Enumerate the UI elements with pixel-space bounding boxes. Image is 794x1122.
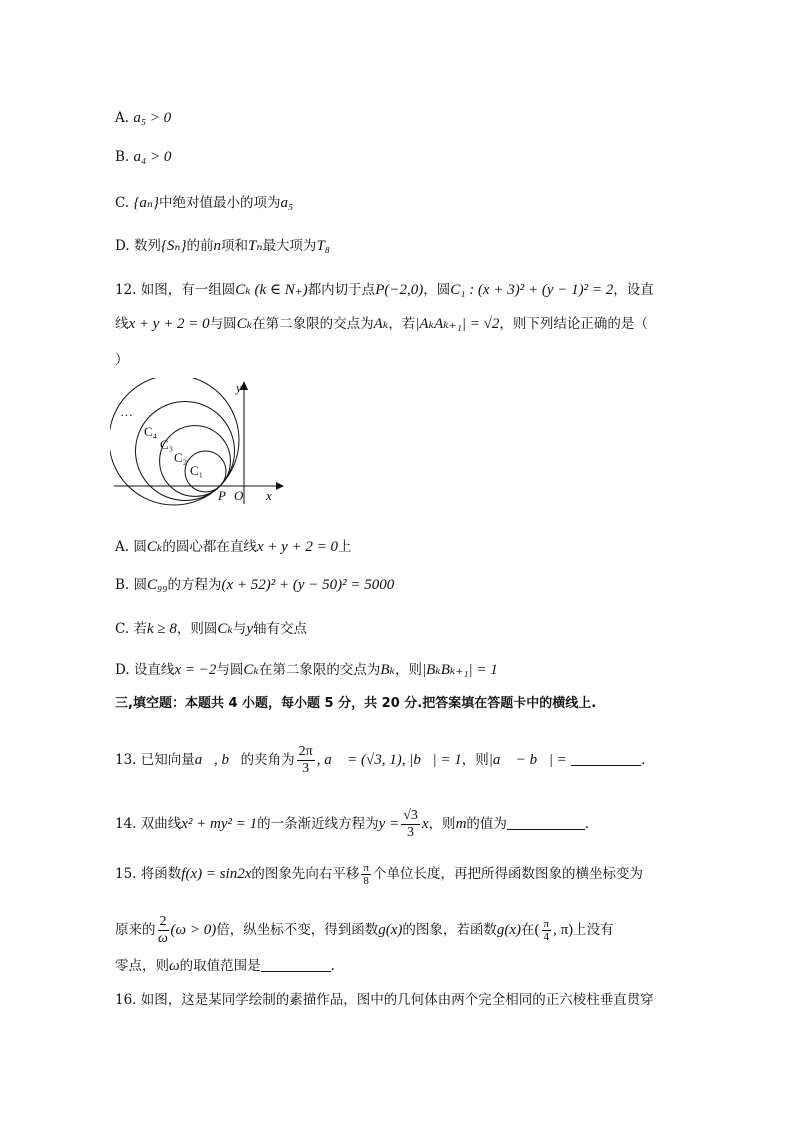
math-expr: y = — [378, 816, 400, 832]
option-text: 的前 — [186, 238, 214, 254]
numerator: 2 — [159, 914, 167, 929]
x-axis-label: x — [266, 488, 272, 503]
math-expr: C₉₉ — [147, 577, 168, 593]
fraction — [158, 914, 169, 947]
q16 — [115, 990, 654, 1010]
math-expr: , a⃗ = (√3, 1), |b⃗| = 1 — [316, 752, 462, 768]
q14 — [115, 808, 589, 841]
math-expr: x + y + 2 = 0 — [128, 316, 210, 332]
ellipsis-label: … — [120, 404, 133, 419]
option-text: 轴有交点 — [252, 621, 307, 637]
math-expr: a₅ > 0 — [133, 110, 172, 126]
fraction — [542, 918, 552, 943]
math-expr: a⃗, b⃗ — [194, 752, 241, 768]
stem-text: 都内切于点 — [307, 282, 376, 298]
stem-text: 在 — [521, 922, 535, 938]
fraction — [401, 808, 420, 841]
q13 — [115, 744, 645, 777]
option-text: 在第二象限的交点为 — [258, 662, 381, 678]
denominator: 3 — [302, 761, 310, 776]
stem-text: 的值为 — [466, 816, 507, 832]
stem-text: 倍，纵坐标不变，得到函数 — [216, 922, 379, 938]
option-label: A. — [115, 539, 130, 555]
q12-option-d — [115, 660, 498, 680]
math-expr: a₅ — [280, 195, 294, 211]
math-expr: Bₖ — [380, 662, 395, 678]
math-expr: a₄ > 0 — [133, 149, 172, 165]
stem-text: 的取值范围是 — [179, 958, 261, 974]
stem-text: ，则 — [461, 752, 489, 768]
math-expr: Cₖ (k ∈ N₊) — [235, 282, 308, 298]
x-axis-arrow — [276, 482, 284, 490]
math-expr: ( — [534, 922, 540, 938]
denominator: ω — [158, 931, 168, 946]
q15-line1 — [115, 862, 643, 887]
option-text: 圆 — [133, 577, 148, 593]
option-text: ，则圆 — [176, 621, 218, 637]
math-expr: k ≥ 8 — [146, 621, 177, 637]
fraction — [297, 744, 315, 777]
math-expr: Cₖ — [236, 316, 253, 332]
option-label: C. — [115, 195, 130, 211]
option-text: 的方程为 — [167, 577, 222, 593]
question-number: 12. — [115, 282, 137, 298]
numerator: π — [363, 862, 369, 874]
stem-text: 在第二象限的交点为 — [252, 316, 374, 332]
q15-line2 — [115, 914, 614, 947]
math-expr: C₁ : (x + 3)² + (y − 1)² = 2 — [450, 282, 614, 298]
q12-option-c — [115, 619, 307, 639]
fraction — [361, 862, 371, 887]
math-expr: |AₖAₖ₊₁| = √2 — [415, 316, 500, 332]
stem-text: . — [330, 958, 335, 974]
denominator: 8 — [363, 875, 369, 887]
q11-option-c — [115, 193, 293, 213]
math-expr: Aₖ — [373, 316, 389, 332]
circles-figure — [110, 378, 290, 508]
q11-option-a — [115, 108, 171, 128]
math-expr: g(x) — [378, 922, 403, 938]
origin-label: O — [234, 488, 244, 503]
label-c4: C₄ — [144, 424, 158, 439]
option-label: D. — [115, 238, 130, 254]
math-expr: x + y + 2 = 0 — [256, 539, 339, 555]
option-text: 最大项为 — [262, 238, 317, 254]
stem-text: 已知向量 — [140, 752, 195, 768]
math-expr: |a⃗ − b⃗| = — [488, 752, 567, 768]
math-expr: y — [246, 621, 253, 637]
question-number: 15. — [115, 866, 137, 882]
stem-text: 如图，这是某同学绘制的素描作品，图中的几何体由两个完全相同的正六棱柱垂直贯穿 — [140, 992, 654, 1008]
math-expr: Cₖ — [217, 621, 233, 637]
numerator: 2π — [298, 744, 313, 759]
denominator: 3 — [407, 825, 415, 840]
stem-text: ，圆 — [423, 282, 451, 298]
option-text: 若 — [133, 621, 147, 637]
math-expr: , π) — [553, 922, 574, 938]
q12-stem-line1 — [115, 280, 654, 300]
q11-option-d — [115, 236, 330, 256]
option-text: 设直线 — [133, 662, 175, 678]
math-expr: |BₖBₖ₊₁| = 1 — [421, 662, 498, 678]
option-text: 中绝对值最小的项为 — [159, 195, 281, 211]
stem-text: ，若 — [388, 316, 416, 332]
stem-text: 如图，有一组圆 — [140, 282, 236, 298]
stem-text: 的图象，若函数 — [402, 922, 497, 938]
option-label: A. — [115, 110, 130, 126]
stem-text: 的一条渐近线方程为 — [257, 816, 379, 832]
math-expr: Cₖ — [146, 539, 163, 555]
stem-text: ，则 — [428, 816, 456, 832]
option-text: 项和 — [221, 238, 249, 254]
option-text: ，则 — [394, 662, 422, 678]
math-expr: x — [421, 816, 429, 832]
option-label: B. — [115, 149, 130, 165]
stem-text: 将函数 — [140, 866, 182, 882]
math-expr: (ω > 0) — [170, 922, 217, 938]
math-expr: P(−2,0) — [375, 282, 424, 298]
math-expr: T₈ — [316, 238, 330, 254]
answer-blank[interactable] — [507, 815, 585, 830]
math-expr: x² + my² = 1 — [181, 816, 258, 832]
stem-text: 原来的 — [115, 922, 156, 938]
stem-text: 上没有 — [573, 922, 614, 938]
math-expr: m — [455, 816, 467, 832]
math-expr: Tₙ — [248, 238, 263, 254]
stem-text: 的图象先向右平移 — [251, 866, 360, 882]
question-number: 16. — [115, 992, 137, 1008]
denominator: 4 — [543, 931, 550, 943]
label-c2: C₂ — [174, 450, 188, 465]
option-text: 上 — [338, 539, 352, 555]
math-expr: f(x) = sin2x — [181, 866, 252, 882]
math-expr: {Sₙ} — [160, 238, 187, 254]
stem-text: ，则下列结论正确的是（ — [499, 316, 648, 332]
math-expr: x = −2 — [174, 662, 217, 678]
label-c3: C₃ — [160, 437, 174, 452]
option-label: D. — [115, 662, 130, 678]
option-text: 数列 — [133, 238, 161, 254]
q11-option-b — [115, 147, 171, 167]
math-expr: ω — [169, 958, 180, 974]
q12-option-a — [115, 537, 352, 557]
numerator: π — [543, 918, 550, 930]
section-heading: 三,填空题：本题共 4 小题，每小题 5 分，共 20 分.把答案填在答题卡中的横线上. — [115, 696, 597, 711]
q15-line3 — [115, 956, 335, 976]
option-label: C. — [115, 621, 130, 637]
y-axis-label: y — [236, 380, 242, 395]
option-text: 与圆 — [216, 662, 244, 678]
answer-blank[interactable] — [571, 751, 641, 766]
stem-text: 与圆 — [209, 316, 237, 332]
q12-stem-line3 — [115, 350, 129, 370]
math-expr: Cₖ — [243, 662, 259, 678]
option-text: 与 — [232, 621, 247, 637]
math-expr: {aₙ} — [133, 195, 160, 211]
math-expr: (x + 52)² + (y − 50)² = 5000 — [221, 577, 395, 593]
option-text: 的圆心都在直线 — [162, 539, 257, 555]
q12-stem-line2 — [115, 314, 648, 334]
label-c1: C₁ — [190, 463, 204, 478]
stem-text: ） — [115, 352, 129, 368]
stem-text: . — [641, 752, 646, 768]
q12-option-b — [115, 575, 394, 595]
question-number: 13. — [115, 752, 137, 768]
stem-text: 双曲线 — [140, 816, 182, 832]
question-number: 14. — [115, 816, 137, 832]
point-p-label: P — [218, 488, 226, 503]
stem-text: ，设直 — [613, 282, 654, 298]
stem-text: 的夹角为 — [240, 752, 295, 768]
math-expr: n — [213, 238, 222, 254]
numerator: √3 — [403, 808, 418, 823]
stem-text: 个单位长度，再把所得函数图象的横坐标变为 — [372, 866, 643, 882]
stem-text: . — [584, 816, 590, 832]
answer-blank[interactable] — [261, 957, 331, 972]
stem-text: 零点，则 — [115, 958, 169, 974]
stem-text: 线 — [115, 316, 129, 332]
option-text: 圆 — [133, 539, 147, 555]
option-label: B. — [115, 577, 130, 593]
math-expr: g(x) — [496, 922, 522, 938]
